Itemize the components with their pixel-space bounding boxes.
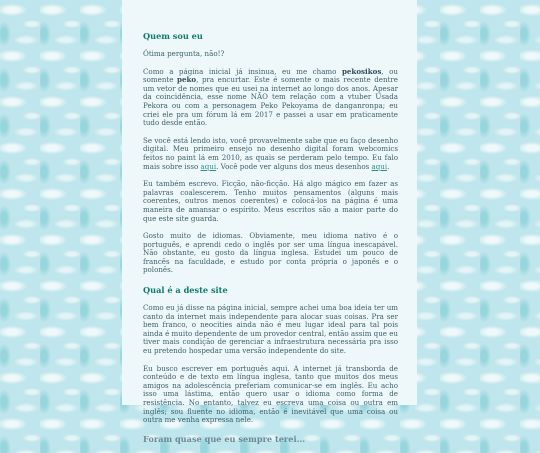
section-title-next-cut: Foram quase que eu sempre terei... (143, 433, 306, 444)
article-content (143, 31, 398, 453)
who-paragraph-3 (143, 137, 398, 171)
site-paragraph-1: Como eu já disse na página inicial, sempre achei uma boa ideia ter um canto da internet mais independente para alocar suas coisas. Pra ser bem franco, o neocities ainda não é meu lugar ideal para tal pois ainda é muito dependente de um provedor central, então assim que eu tiver mais condição de gerenciar a infraestrutura necessária pra isso eu pretendo hospedar uma versão independente do site. (143, 303, 399, 356)
section-title-site: Qual é a deste site (143, 285, 228, 296)
who-p2-text-e: , pra encurtar. Este é somente o mais recente dentre um vetor de nomes que eu usei na internet ao longo dos anos. Apesar da coincidência, esse nome NÃO tem relação com a vtuber Usada Pekora ou com a personagem Peko Pekoyama de danganronpa; eu criei ele pra um fórum lá em 2017 e passei a usar em praticamente tudo desde então. (143, 75, 398, 128)
who-p2-nick-bold: peko (177, 75, 197, 85)
main-content-panel (122, 0, 417, 444)
who-p2-name-bold: pekosikos (341, 66, 382, 76)
drawing-history-link[interactable]: aqui (200, 161, 217, 171)
who-paragraph-5: Gosto muito de idiomas. Obviamente, meu idioma nativo é o português, e aprendi cedo o inglês por ser uma língua inescapável. Não obstante, eu gosto da língua inglesa. Estudei um pouco de francês na faculdade, e estudo por conta própria o japonês e o polonês. (143, 231, 398, 275)
section-title-who: Quem sou eu (143, 31, 203, 41)
who-p2-text-c: , ou somente (143, 66, 398, 85)
who-p3-text-a: Se você está lendo isto, você provavelmente sabe que eu faço desenho digital. Meu primeiro ensejo no desenho digital foram webcomics feitos no paint lá em 2010, as quais se perderam pelo tempo. Eu falo mais sobre isso (143, 135, 398, 171)
who-paragraph-4: Eu também escrevo. Ficção, não-ficção. Há algo mágico em fazer as palavras coalescerem. Tenho muitos pensamentos (alguns mais coerentes, outros menos coerentes) e colocá-los na página é uma maneira de amansar o espírito. Meus escritos são a maior parte do que este site guarda. (143, 179, 398, 223)
site-paragraph-2: Eu busco escrever em português aqui. A internet já transborda de conteúdo e de texto em língua inglesa, tanto que muitos dos meus amigos na adolescência preferiam comunicar-se em inglês. Eu acho isso uma lástima, então quero usar o idioma como forma de resistência. No entanto, talvez eu escreva uma coisa ou outra em inglês; sou fluente no idioma, então é inevitável que uma coisa ou outra me venha expressa nele. (143, 363, 398, 425)
who-p3-text-b: . Você pode ver alguns dos meus desenhos (216, 161, 372, 171)
who-paragraph-1: Ótima pergunta, não!? (143, 49, 225, 58)
who-p2-text-a: Como a página inicial já insinua, eu me chamo (143, 66, 342, 76)
who-paragraph-2 (143, 68, 398, 128)
who-p3-text-c: . (387, 161, 390, 171)
drawings-gallery-link[interactable]: aqui (371, 161, 388, 171)
